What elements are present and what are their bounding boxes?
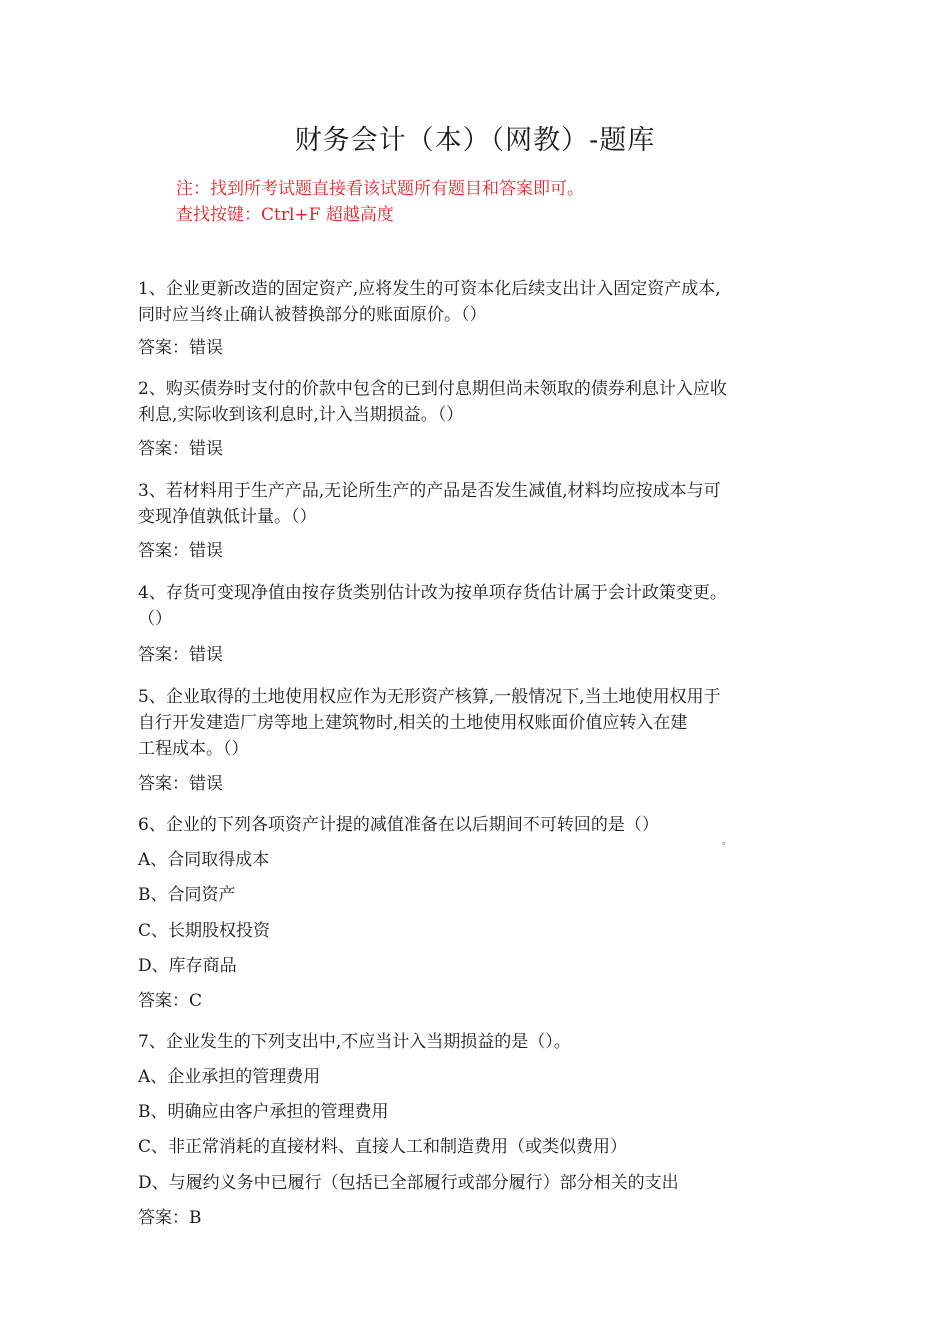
question-6-trailing-mark: 。	[722, 836, 732, 847]
question-5-text: 5、企业取得的土地使用权应作为无形资产核算,一般情况下,当土地使用权用于	[138, 687, 721, 707]
question-6-text: 6、企业的下列各项资产计提的减值准备在以后期间不可转回的是（）	[138, 815, 659, 835]
question-6-option-c: C、长期股权投资	[138, 921, 271, 941]
question-5-answer: 答案：错误	[138, 774, 223, 794]
question-2-answer: 答案：错误	[138, 439, 223, 459]
question-4-text: 4、存货可变现净值由按存货类别估计改为按单项存货估计属于会计政策变更。	[138, 583, 727, 603]
question-3-text: 3、若材料用于生产产品,无论所生产的产品是否发生减值,材料均应按成本与可	[138, 481, 721, 501]
question-3-text: 变现净值孰低计量。（）	[138, 507, 317, 527]
question-7-answer: 答案：B	[138, 1208, 202, 1228]
question-5-text: 工程成本。（）	[138, 739, 249, 759]
question-2-text: 2、购买债券时支付的价款中包含的已到付息期但尚未领取的债券利息计入应收	[138, 379, 727, 399]
question-6-option-a: A、合同取得成本	[138, 850, 270, 870]
question-4-text: （）	[138, 609, 172, 629]
question-1-text: 1、企业更新改造的固定资产,应将发生的可资本化后续支出计入固定资产成本,	[138, 279, 721, 299]
question-6-answer: 答案：C	[138, 991, 203, 1011]
question-6-option-b: B、合同资产	[138, 885, 236, 905]
question-1-answer: 答案：错误	[138, 338, 223, 358]
question-4-answer: 答案：错误	[138, 645, 223, 665]
note-line-find: 注：找到所考试题直接看该试题所有题目和答案即可。	[176, 179, 584, 199]
question-6-option-d: D、库存商品	[138, 956, 237, 976]
note-line-shortcut: 查找按键：Ctrl+F 超越高度	[176, 205, 394, 225]
question-7-option-a: A、企业承担的管理费用	[138, 1067, 321, 1087]
document-title: 财务会计（本）（网教）-题库	[294, 125, 656, 156]
question-7-text: 7、企业发生的下列支出中,不应当计入当期损益的是（）。	[138, 1032, 571, 1052]
question-3-answer: 答案：错误	[138, 541, 223, 561]
question-7-option-b: B、明确应由客户承担的管理费用	[138, 1102, 389, 1122]
question-7-option-c: C、非正常消耗的直接材料、直接人工和制造费用（或类似费用）	[138, 1137, 628, 1157]
question-5-text: 自行开发建造厂房等地上建筑物时,相关的土地使用权账面价值应转入在建	[138, 713, 688, 733]
question-1-text: 同时应当终止确认被替换部分的账面原价。（）	[138, 305, 487, 325]
question-7-option-d: D、与履约义务中已履行（包括已全部履行或部分履行）部分相关的支出	[138, 1173, 679, 1193]
question-2-text: 利息,实际收到该利息时,计入当期损益。（）	[138, 405, 464, 425]
